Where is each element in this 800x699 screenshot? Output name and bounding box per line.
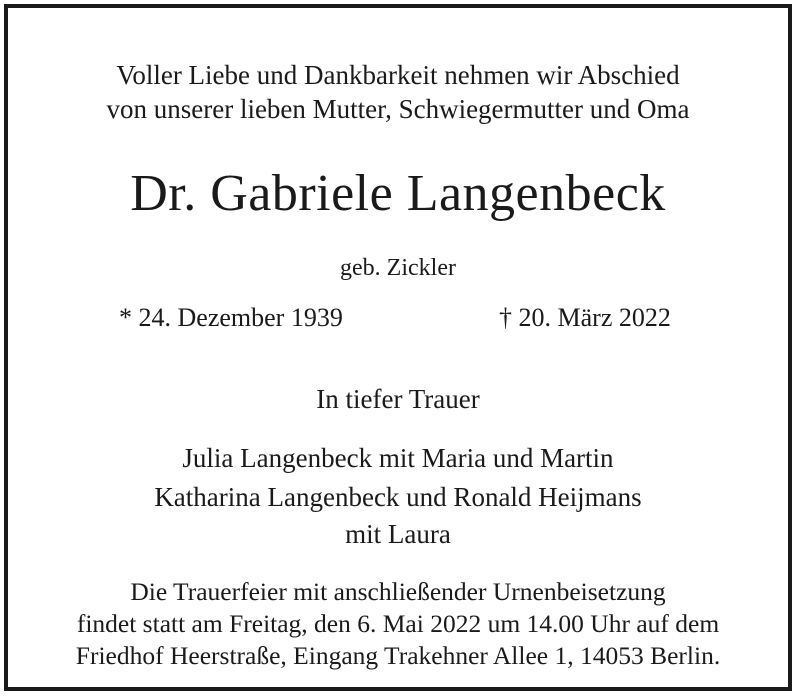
service-info-line: Friedhof Heerstraße, Eingang Trakehner Allee 1, 14053 Berlin.: [75, 641, 721, 670]
mourner-line: Katharina Langenbeck und Ronald Heijmans: [154, 482, 642, 512]
service-info-line: Die Trauerfeier mit anschließender Urnenbeisetzung: [130, 577, 666, 606]
mourner-line: mit Laura: [345, 519, 451, 549]
obituary-notice: [4, 4, 792, 691]
mourning-heading: In tiefer Trauer: [316, 384, 480, 414]
intro-line-2: von unserer lieben Mutter, Schwiegermutter und Oma: [106, 94, 690, 124]
death-date: † 20. März 2022: [499, 303, 671, 332]
birth-date: * 24. Dezember 1939: [119, 303, 343, 332]
service-info-line: findet statt am Freitag, den 6. Mai 2022 um 14.00 Uhr auf dem: [76, 609, 720, 638]
mourner-line: Julia Langenbeck mit Maria und Martin: [182, 443, 614, 473]
intro-line-1: Voller Liebe und Dankbarkeit nehmen wir Abschied: [116, 60, 680, 90]
deceased-name: Dr. Gabriele Langenbeck: [130, 165, 666, 222]
maiden-name: geb. Zickler: [340, 255, 456, 281]
